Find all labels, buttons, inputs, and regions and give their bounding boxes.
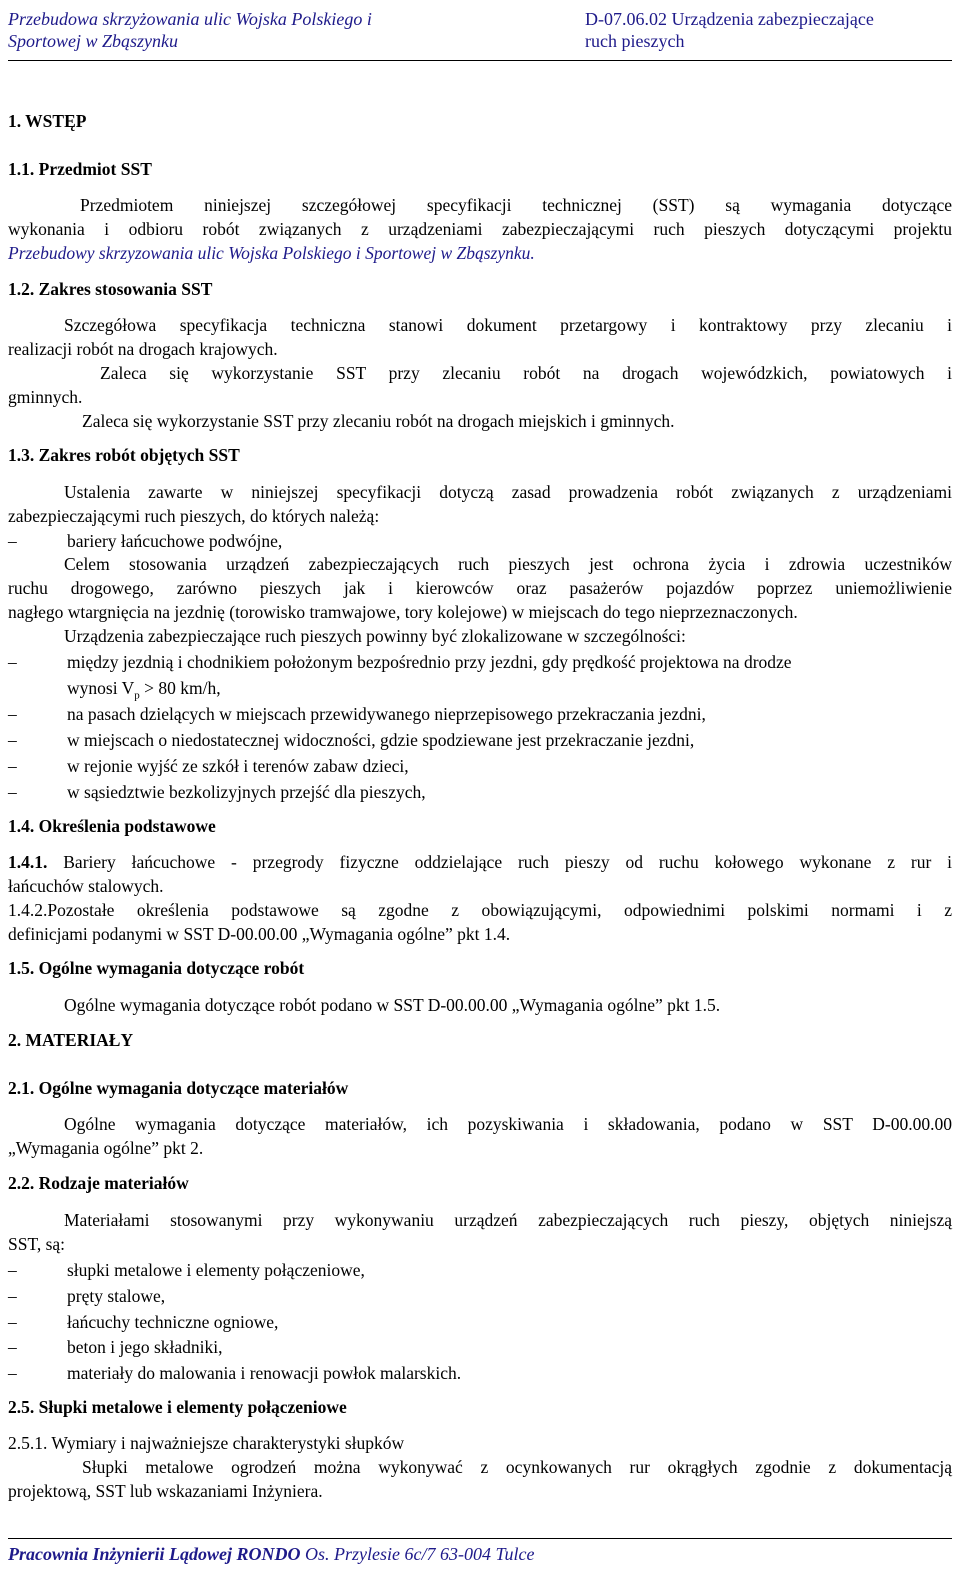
subsubsection-heading: 2.5.1. Wymiary i najważniejsze charakterystyki słupków [8,1433,405,1453]
list-bullet: – [8,1286,17,1306]
list-item-text: beton i jego składniki, [67,1337,223,1357]
list-bullet: – [8,756,17,776]
list-item-text: pręty stalowe, [67,1286,166,1306]
header-project-title [8,8,372,52]
header-divider [8,60,952,61]
paragraph-line: projektową, SST lub wskazaniami Inżyniera. [8,1481,323,1501]
paragraph-line: realizacji robót na drogach krajowych. [8,339,278,359]
list-item-text: w sąsiedztwie bezkolizyjnych przejść dla pieszych, [67,782,426,802]
paragraph-line: 1.4.2.Pozostałe określenia podstawowe są zgodne z obowiązującymi, odpowiednimi polskimi normami i z [8,900,952,920]
paragraph-line: Ogólne wymagania dotyczące robót podano w SST D-00.00.00 „Wymagania ogólne” pkt 1.5. [64,995,721,1015]
footer [8,1544,535,1565]
footer-divider [8,1538,952,1539]
paragraph-line: Celem stosowania urządzeń zabezpieczających ruch pieszych jest ochrona życia i zdrowia uczestników [64,554,952,574]
list-item-text: na pasach dzielących w miejscach przewidywanego nieprzepisowego przekraczania jezdni, [67,704,706,724]
list-item-text: słupki metalowe i elementy połączeniowe, [67,1260,365,1280]
paragraph-line: 1.4.1. Bariery łańcuchowe - przegrody fizyczne oddzielające ruch pieszy od ruchu kołowego wykonane z rur i [8,852,953,872]
speed-prefix: wynosi V [67,678,135,698]
definition-text: Bariery łańcuchowe - przegrody fizyczne oddzielające ruch pieszy od ruchu kołowego wykonane z rur i [63,852,953,872]
subsection-heading: 1.2. Zakres stosowania SST [8,279,213,299]
subsection-heading: 1.1. Przedmiot SST [8,159,152,179]
paragraph-line: Słupki metalowe ogrodzeń można wykonywać z ocynkowanych rur okrągłych zgodnie z dokumentacją [82,1457,952,1477]
paragraph-line: Przedmiotem niniejszej szczegółowej specyfikacji technicznej (SST) są wymagania dotyczące [80,195,952,215]
paragraph-line: wykonania i odbioru robót związanych z urządzeniami zabezpieczającymi ruch pieszych dotyczącymi projektu [8,219,952,239]
footer-company: Pracownia Inżynierii Lądowej RONDO [8,1544,301,1564]
section-heading: 1. WSTĘP [8,111,87,131]
list-item-text: między jezdnią i chodnikiem położonym bezpośrednio przy jezdni, gdy prędkość projektowa na drodze [67,652,792,672]
subsection-heading: 2.5. Słupki metalowe i elementy połączeniowe [8,1397,347,1417]
speed-suffix: > 80 km/h, [139,678,221,698]
header-spec-title [585,8,874,52]
list-bullet: – [8,730,17,750]
list-bullet: – [8,1312,17,1332]
list-bullet: – [8,704,17,724]
paragraph-line: Zaleca się wykorzystanie SST przy zlecaniu robót na drogach wojewódzkich, powiatowych i [100,363,952,383]
speed-subscript: p [134,689,140,702]
footer-address: Os. Przylesie 6c/7 63-004 Tulce [300,1544,535,1564]
header-project-line1: Przebudowa skrzyżowania ulic Wojska Polskiego i [8,9,372,29]
section-heading: 2. MATERIAŁY [8,1030,134,1050]
subsection-heading: 1.3. Zakres robót objętych SST [8,445,240,465]
paragraph-line: Ustalenia zawarte w niniejszej specyfikacji dotyczą zasad prowadzenia robót związanych z urządzeniami [64,482,952,502]
list-item-text: w rejonie wyjść ze szkół i terenów zabaw dzieci, [67,756,409,776]
list-item-text: w miejscach o niedostatecznej widoczności, gdzie spodziewane jest przekraczanie jezdni, [67,730,695,750]
paragraph-line: nagłego wtargnięcia na jezdnię (torowisko tramwajowe, tory kolejowe) w miejscach do tego nieprzeznaczonych. [8,602,798,622]
subsection-heading: 2.2. Rodzaje materiałów [8,1173,189,1193]
paragraph-line: Urządzenia zabezpieczające ruch pieszych powinny być zlokalizowane w szczególności: [64,626,686,646]
list-bullet: – [8,652,17,672]
list-bullet: – [8,531,17,551]
header-project-line2: Sportowej w Zbąszynku [8,31,179,51]
paragraph-line: Ogólne wymagania dotyczące materiałów, ich pozyskiwania i składowania, podano w SST D-00.00.00 [64,1114,952,1134]
paragraph-line: Przebudowy skrzyzowania ulic Wojska Polskiego i Sportowej w Zbąszynku. [8,243,535,263]
paragraph-line: zabezpieczającymi ruch pieszych, do których należą: [8,506,380,526]
paragraph-line: łańcuchów stalowych. [8,876,164,896]
list-bullet: – [8,1337,17,1357]
paragraph-line: Zaleca się wykorzystanie SST przy zlecaniu robót na drogach miejskich i gminnych. [82,411,675,431]
paragraph-line: Materiałami stosowanymi przy wykonywaniu urządzeń zabezpieczających ruch pieszy, objętych niniejszą [64,1210,952,1230]
list-item-text: bariery łańcuchowe podwójne, [67,531,283,551]
paragraph-line: ruchu drogowego, zarówno pieszych jak i kierowców oraz pasażerów pojazdów poprzez uniemożliwienie [8,578,952,598]
paragraph-line: definicjami podanymi w SST D-00.00.00 „Wymagania ogólne” pkt 1.4. [8,924,511,944]
list-bullet: – [8,782,17,802]
header-spec-line1: D-07.06.02 Urządzenia zabezpieczające [585,9,874,29]
list-item-text: materiały do malowania i renowacji powłok malarskich. [67,1363,462,1383]
header-spec-line2: ruch pieszych [585,31,685,51]
list-item-text: łańcuchy techniczne ogniowe, [67,1312,279,1332]
paragraph-line: Szczegółowa specyfikacja techniczna stanowi dokument przetargowy i kontraktowy przy zlecaniu i [64,315,952,335]
list-bullet: – [8,1260,17,1280]
subsection-heading: 2.1. Ogólne wymagania dotyczące materiałów [8,1078,349,1098]
subsection-heading: 1.5. Ogólne wymagania dotyczące robót [8,958,305,978]
paragraph-line: SST, są: [8,1234,66,1254]
subsection-heading: 1.4. Określenia podstawowe [8,816,216,836]
list-bullet: – [8,1363,17,1383]
paragraph-line: „Wymagania ogólne” pkt 2. [8,1138,204,1158]
paragraph-line: gminnych. [8,387,83,407]
